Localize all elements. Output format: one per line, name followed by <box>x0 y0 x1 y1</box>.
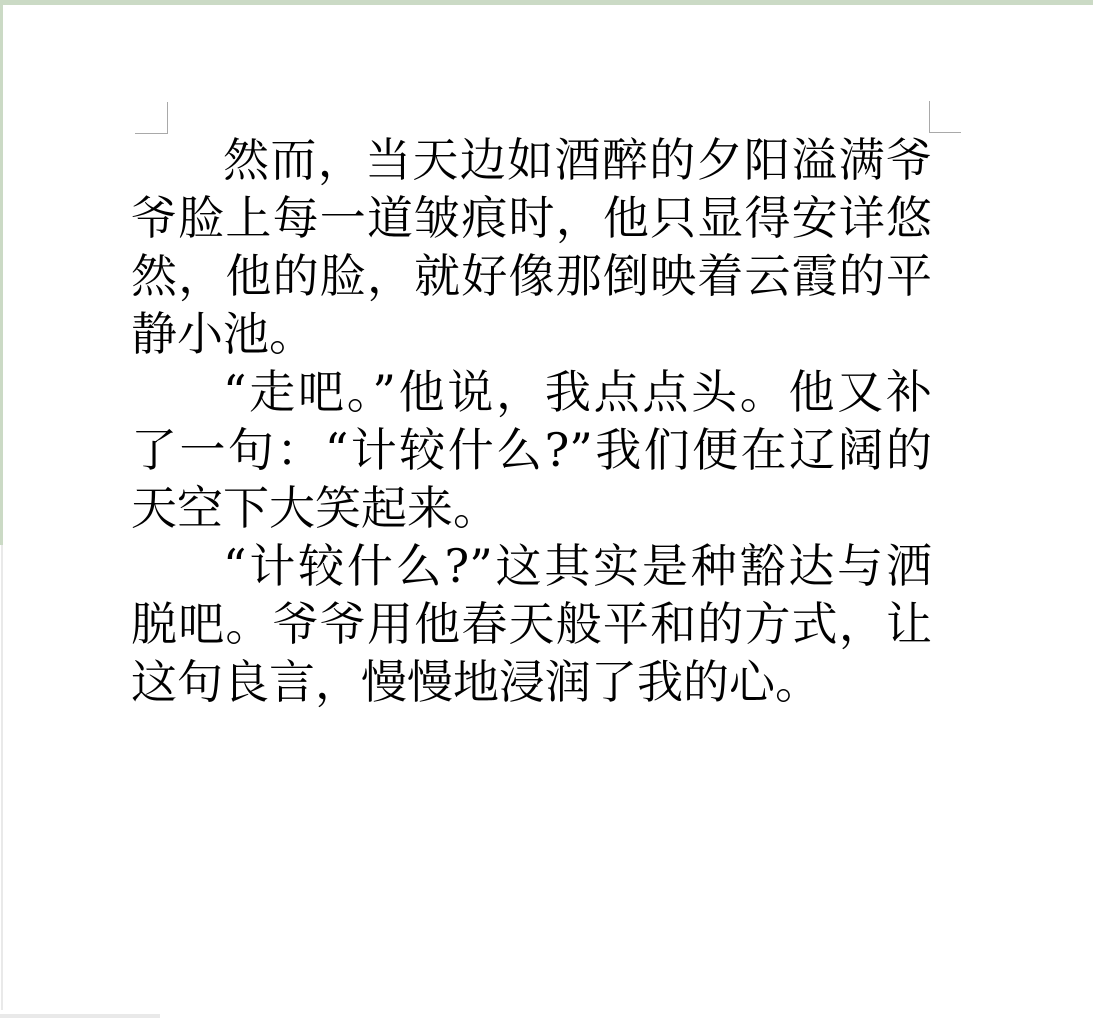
page-left-edge-line <box>1 545 3 1010</box>
document-text-area[interactable] <box>131 131 932 711</box>
paragraph-2[interactable]: “走吧。”他说，我点点头。他又补了一句：“计较什么?”我们便在辽阔的天空下大笑起来。 <box>131 365 932 535</box>
paragraph-1[interactable]: 然而，当天边如酒醉的夕阳溢满爷爷脸上每一道皱痕时，他只显得安详悠然，他的脸，就好像那倒映着云霞的平静小池。 <box>131 133 932 361</box>
text-boundary-mark-top-right-horizontal <box>929 132 961 133</box>
text-boundary-mark-top-right-vertical <box>929 101 930 133</box>
app-edge-left-band <box>0 0 3 545</box>
page-bottom-edge-line <box>0 1014 160 1018</box>
text-boundary-mark-top-left-vertical <box>167 102 168 134</box>
app-edge-top-band <box>0 0 1093 5</box>
paragraph-3[interactable]: “计较什么?”这其实是种豁达与洒脱吧。爷爷用他春天般平和的方式，让这句良言，慢慢地浸润了我的心。 <box>131 539 932 709</box>
